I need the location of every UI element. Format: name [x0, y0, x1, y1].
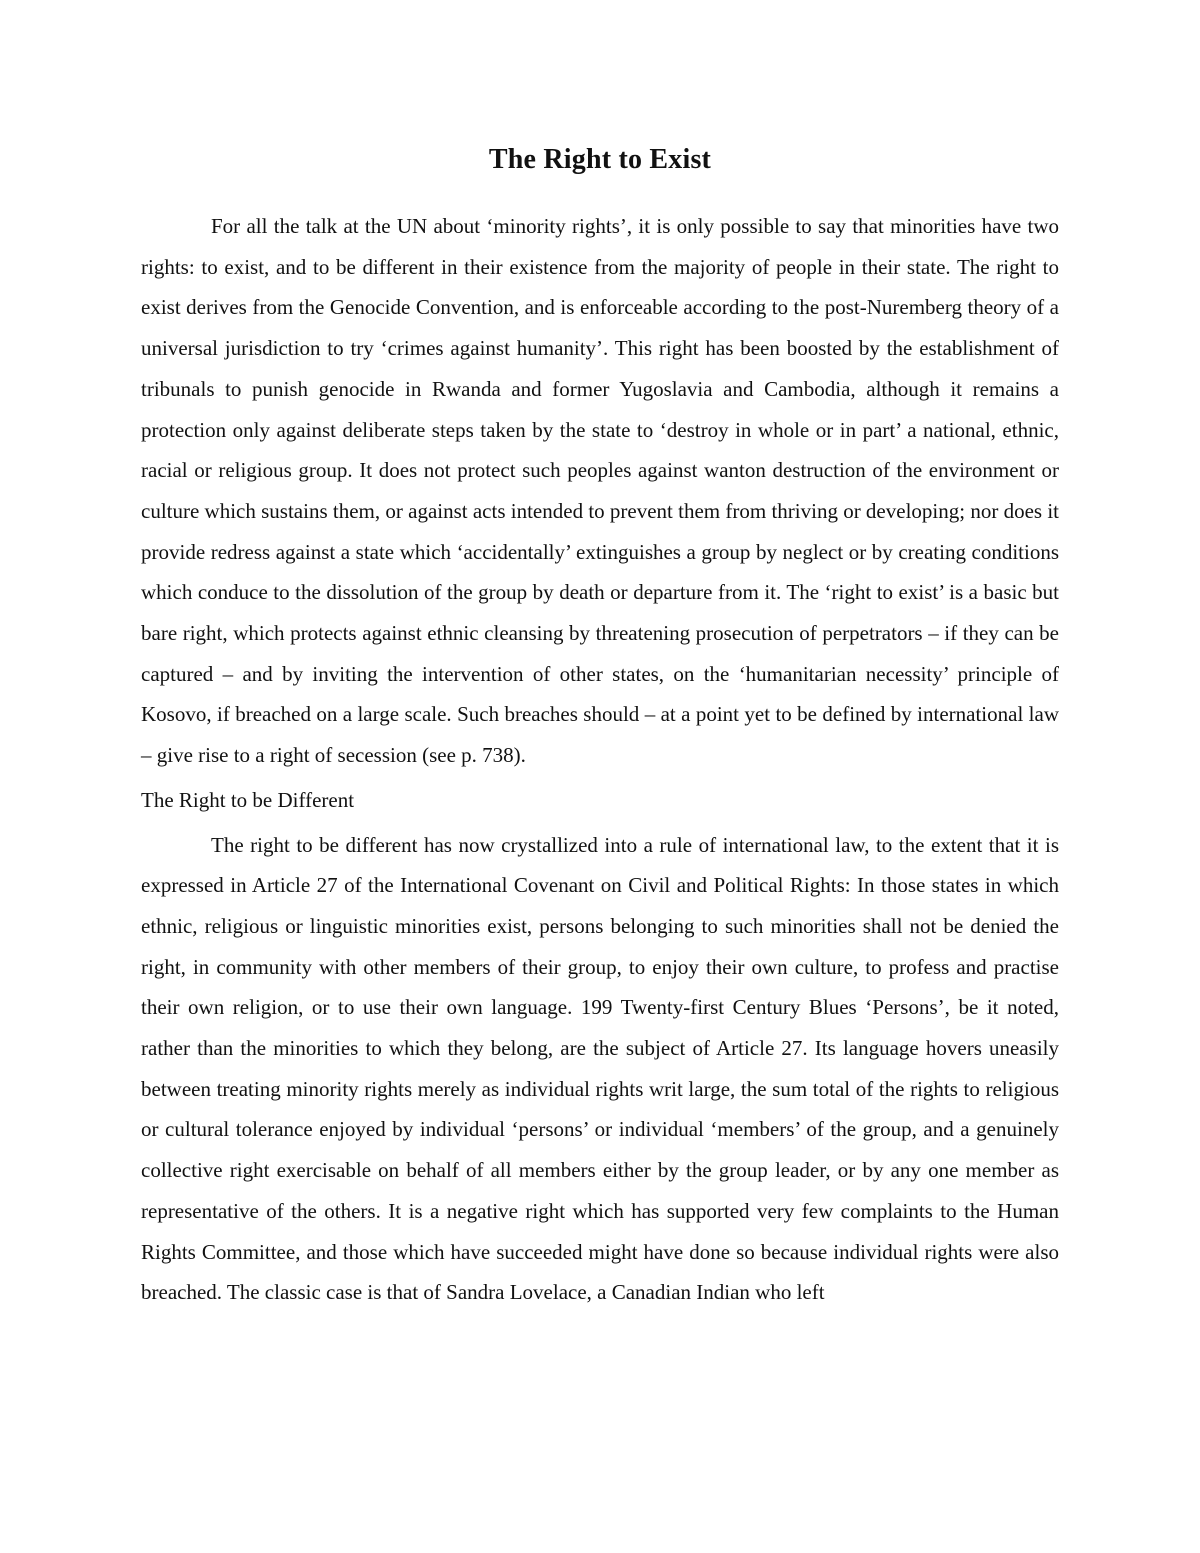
section-heading-right-to-be-different: The Right to be Different [141, 787, 355, 812]
document-page [141, 138, 1059, 1313]
body-paragraph-right-to-exist: For all the talk at the UN about ‘minority rights’, it is only possible to say that minorities have two rights: to exist, and to be different in their existence from the majority of people in their state. The right to exist derives from the Genocide Convention, and is enforceable according to the post-Nuremberg theory of a universal jurisdiction to try ‘crimes against humanity’. This right has been boosted by the establishment of tribunals to punish genocide in Rwanda and former Yugoslavia and Cambodia, although it remains a protection only against deliberate steps taken by the state to ‘destroy in whole or in part’ a national, ethnic, racial or religious group. It does not protect such peoples against wanton destruction of the environment or culture which sustains them, or against acts intended to prevent them from thriving or developing; nor does it provide redress against a state which ‘accidentally’ extinguishes a group by neglect or by creating conditions which conduce to the dissolution of the group by death or departure from it. The ‘right to exist’ is a basic but bare right, which protects against ethnic cleansing by threatening prosecution of perpetrators – if they can be captured – and by inviting the intervention of other states, on the ‘humanitarian necessity’ principle of Kosovo, if breached on a large scale. Such breaches should – at a point yet to be defined by international law – give rise to a right of secession (see p. 738). [141, 214, 1059, 768]
body-paragraph-right-to-be-different: The right to be different has now crystallized into a rule of international law, to the extent that it is expressed in Article 27 of the International Covenant on Civil and Political Rights: In those states in which ethnic, religious or linguistic minorities exist, persons belonging to such minorities shall not be denied the right, in community with other members of their group, to enjoy their own culture, to profess and practise their own religion, or to use their own language. 199 Twenty-first Century Blues ‘Persons’, be it noted, rather than the minorities to which they belong, are the subject of Article 27. Its language hovers uneasily between treating minority rights merely as individual rights writ large, the sum total of the rights to religious or cultural tolerance enjoyed by individual ‘persons’ or individual ‘members’ of the group, and a genuinely collective right exercisable on behalf of all members either by the group leader, or by any one member as representative of the others. It is a negative right which has supported very few complaints to the Human Rights Committee, and those which have succeeded might have done so because individual rights were also breached. The classic case is that of Sandra Lovelace, a Canadian Indian who left [141, 832, 1059, 1305]
document-title: The Right to Exist [488, 144, 712, 175]
